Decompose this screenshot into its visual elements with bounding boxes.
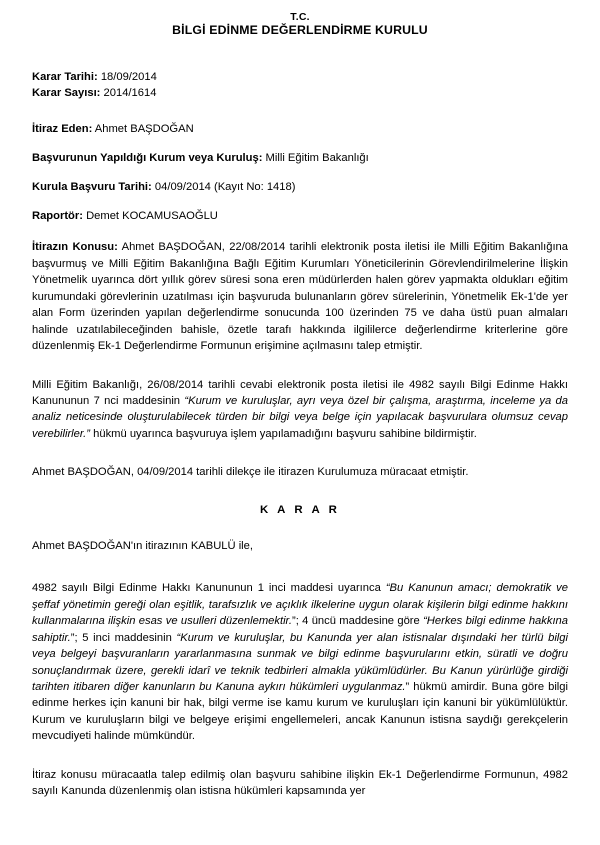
rapporteur-label: Raportör:: [32, 210, 83, 223]
law-connector-2: ”; 5 inci maddesinin: [70, 631, 177, 644]
document-header: [32, 0, 568, 38]
response-closing-text: hükmü uyarınca başvuruya işlem yapılamadığını başvuru sahibine bildirmiştir.: [90, 427, 477, 440]
appellant-label: İtiraz Eden:: [32, 123, 93, 136]
subject-text: Ahmet BAŞDOĞAN, 22/08/2014 tarihli elektronik posta iletisi ile Milli Eğitim Bakanlığına başvurmuş ve Milli Eğitim Bakanlığına Bağlı Eğitim Kurumları Yöneticilerinin Görevlendirilmelerine İlişkin Yönetmelik uyarınca dört yıllık görev süresi sona eren müdürlerden halen görev yapmakta oldukları eğitim kurumundaki görevlerinin uzatılması için başvuruda bulunanların görev sürelerinin, Yönetmelik Ek-1'de yer alan Form üzerinden yapılan değerlendirme sonucunda 100 üzerinden 75 ve daha üstü puan almaları halinde uzatılabileceğinden bahisle, özetle tarafı hakkında ilgililerce değerlendirme kriterlerine göre düzenlenmiş Ek-1 Değerlendirme Formunun erişimine açılmasını talep etmiştir.: [32, 241, 568, 353]
decision-date-value: 18/09/2014: [100, 70, 157, 83]
case-metadata-block: [32, 123, 568, 222]
response-intro-text: Milli Eğitim Bakanlığı, 26/08/2014 tarihli cevabi elektronik posta iletisi ile 4982 sayılı Bilgi Edinme Hakkı Kanununun 7 nci maddesinin: [32, 378, 568, 407]
subject-paragraph: [32, 239, 568, 354]
rapporteur-value: Demet KOCAMUSAOĞLU: [86, 210, 218, 223]
institution-label: Başvurunun Yapıldığı Kurum veya Kuruluş:: [32, 152, 263, 165]
paragraph-spacer-2: [32, 455, 568, 464]
rapporteur-row: [32, 210, 568, 222]
final-paragraph: [32, 767, 568, 800]
appeal-text: Ahmet BAŞDOĞAN, 04/09/2014 tarihli dilekçe ile itirazen Kurulumuza müracaat etmiştir.: [32, 466, 469, 479]
decision-number-value: 2014/1614: [103, 87, 157, 100]
karar-heading: K A R A R: [260, 503, 340, 516]
decision-number-label: Karar Sayısı:: [32, 87, 101, 100]
law-quote-article-4: “Herkes bilgi edinme hakkına sahiptir.: [32, 615, 569, 644]
application-date-row: [32, 181, 568, 193]
appellant-value: Ahmet BAŞDOĞAN: [94, 123, 194, 136]
application-date-value: 04/09/2014 (Kayıt No: 1418): [154, 181, 296, 194]
ruling-text: Ahmet BAŞDOĞAN'ın itirazının KABULÜ ile,: [32, 539, 253, 552]
decision-identifier-block: [32, 69, 568, 101]
appellant-row: [32, 123, 568, 135]
institution-row: [32, 152, 568, 164]
legal-basis-paragraph: [32, 580, 568, 745]
paragraph-spacer-3: [32, 567, 568, 580]
paragraph-spacer-4: [32, 758, 568, 767]
law-connector-1: ”; 4 üncü maddesine göre: [291, 615, 424, 628]
paragraph-spacer: [32, 368, 568, 377]
decision-date-label: Karar Tarihi:: [32, 70, 98, 83]
final-text: İtiraz konusu müracaatla talep edilmiş olan başvuru sahibine ilişkin Ek-1 Değerlendirme Formunun, 4982 sayılı Kanunda düzenlenmiş olan istisna hükümleri kapsamında yer: [32, 768, 568, 798]
law-conclusion-text: ” hükmü amirdir. Buna göre bilgi edinme herkes için kanuni bir hak, bilgi verme ise kamu kurum ve kuruluşları için kanuni bir yükümlülüktür. Kurum ve kuruluşların bilgi ve belgeye erişimi engellemeleri, ancak Kanunun istisna saydığı gerekçelerin mevcudiyeti halinde mümkündür.: [32, 680, 568, 743]
appeal-paragraph: [32, 464, 568, 480]
response-law-quote: “Kurum ve kuruluşlar, ayrı veya özel bir çalışma, araştırma, inceleme ya da analiz neticesinde oluşturulabilecek türden bir bilgi veya belge için yapılacak başvurulara olumsuz cevap verebilirler.”: [32, 394, 568, 440]
header-board-name: BİLGİ EDİNME DEĞERLENDİRME KURULU: [172, 23, 428, 38]
decision-number-row: [32, 85, 568, 101]
law-intro-text: 4982 sayılı Bilgi Edinme Hakkı Kanununun 1 inci maddesi uyarınca: [32, 582, 386, 595]
decision-date-row: [32, 69, 568, 85]
law-quote-article-1: “Bu Kanunun amacı; demokratik ve şeffaf yönetimin gereği olan eşitlik, tarafsızlık ve açıklık ilkelerine uygun olarak kişilerin bilgi edinme hakkını kullanmalarına ilişkin esas ve usulleri düzenlemektir.: [32, 582, 568, 628]
institution-value: Milli Eğitim Bakanlığı: [265, 152, 369, 165]
subject-label: İtirazın Konusu:: [32, 241, 118, 254]
ministry-response-paragraph: [32, 377, 568, 443]
ruling-paragraph: [32, 538, 568, 554]
application-date-label: Kurula Başvuru Tarihi:: [32, 181, 152, 194]
header-state-line: T.C.: [290, 11, 310, 23]
law-quote-article-5: “Kurum ve kuruluşlar, bu Kanunda yer alan istisnalar dışındaki her türlü bilgi veya belgeyi başvuranların yararlanmasına sunmak ve bilgi edinme başvurularını etkin, süratli ve doğru sonuçlandırmak üzere, gerekli idarî ve teknik tedbirleri almakla yükümlüdürler. Bu Kanun yürürlüğe girdiği tarihten itibaren diğer kanunların bu Kanuna aykırı hükümleri uygulanmaz.: [32, 631, 568, 693]
